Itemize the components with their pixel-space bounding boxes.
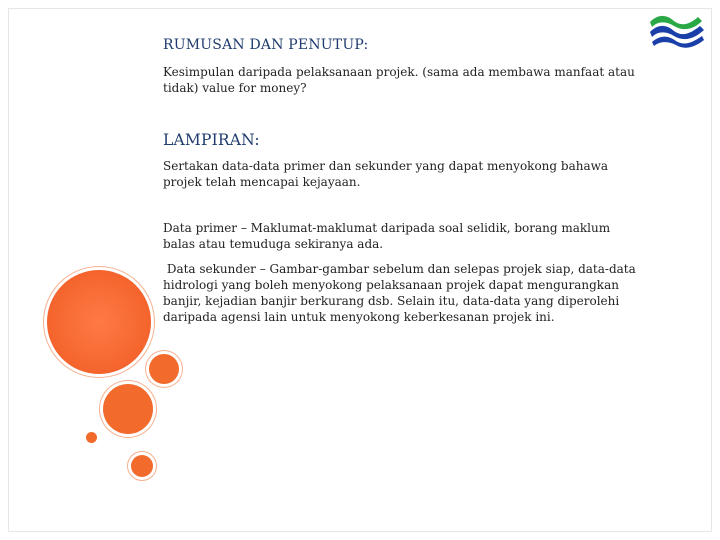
section-title-rumusan: RUMUSAN DAN PENUTUP:	[163, 37, 369, 53]
decor-circle-tiny	[86, 432, 97, 443]
frame-left-border	[8, 8, 9, 532]
rumusan-body: Kesimpulan daripada pelaksanaan projek. (sama ada membawa manfaat atau tidak) value for money?	[163, 65, 635, 95]
lampiran-body: Sertakan data-data primer dan sekunder yang dapat menyokong bahawa projek telah mencapai kejayaan.	[163, 159, 609, 189]
lampiran-primary-data: Data primer – Maklumat-maklumat daripada soal selidik, borang maklum balas atau temuduga sekiranya ada.	[163, 221, 611, 251]
decor-circle-medium-2	[103, 384, 153, 434]
decor-circle-medium	[149, 354, 179, 384]
lampiran-secondary-data: Data sekunder – Gambar-gambar sebelum dan selepas projek siap, data-data hidrologi yang boleh menyokong pelaksanaan projek dapat mengurangkan banjir, kejadian banjir berkurang dsb. Selain itu, data-data yang diperolehi daripada agensi lain untuk menyokong keberkesanan projek ini.	[163, 262, 640, 324]
decor-circle-small	[131, 455, 153, 477]
frame-bottom-border	[8, 531, 712, 532]
wave-logo-icon	[646, 12, 708, 50]
frame-top-border	[8, 8, 712, 9]
section-title-lampiran: LAMPIRAN:	[163, 131, 260, 149]
frame-right-border	[711, 8, 712, 532]
decor-circle-large	[47, 270, 151, 374]
